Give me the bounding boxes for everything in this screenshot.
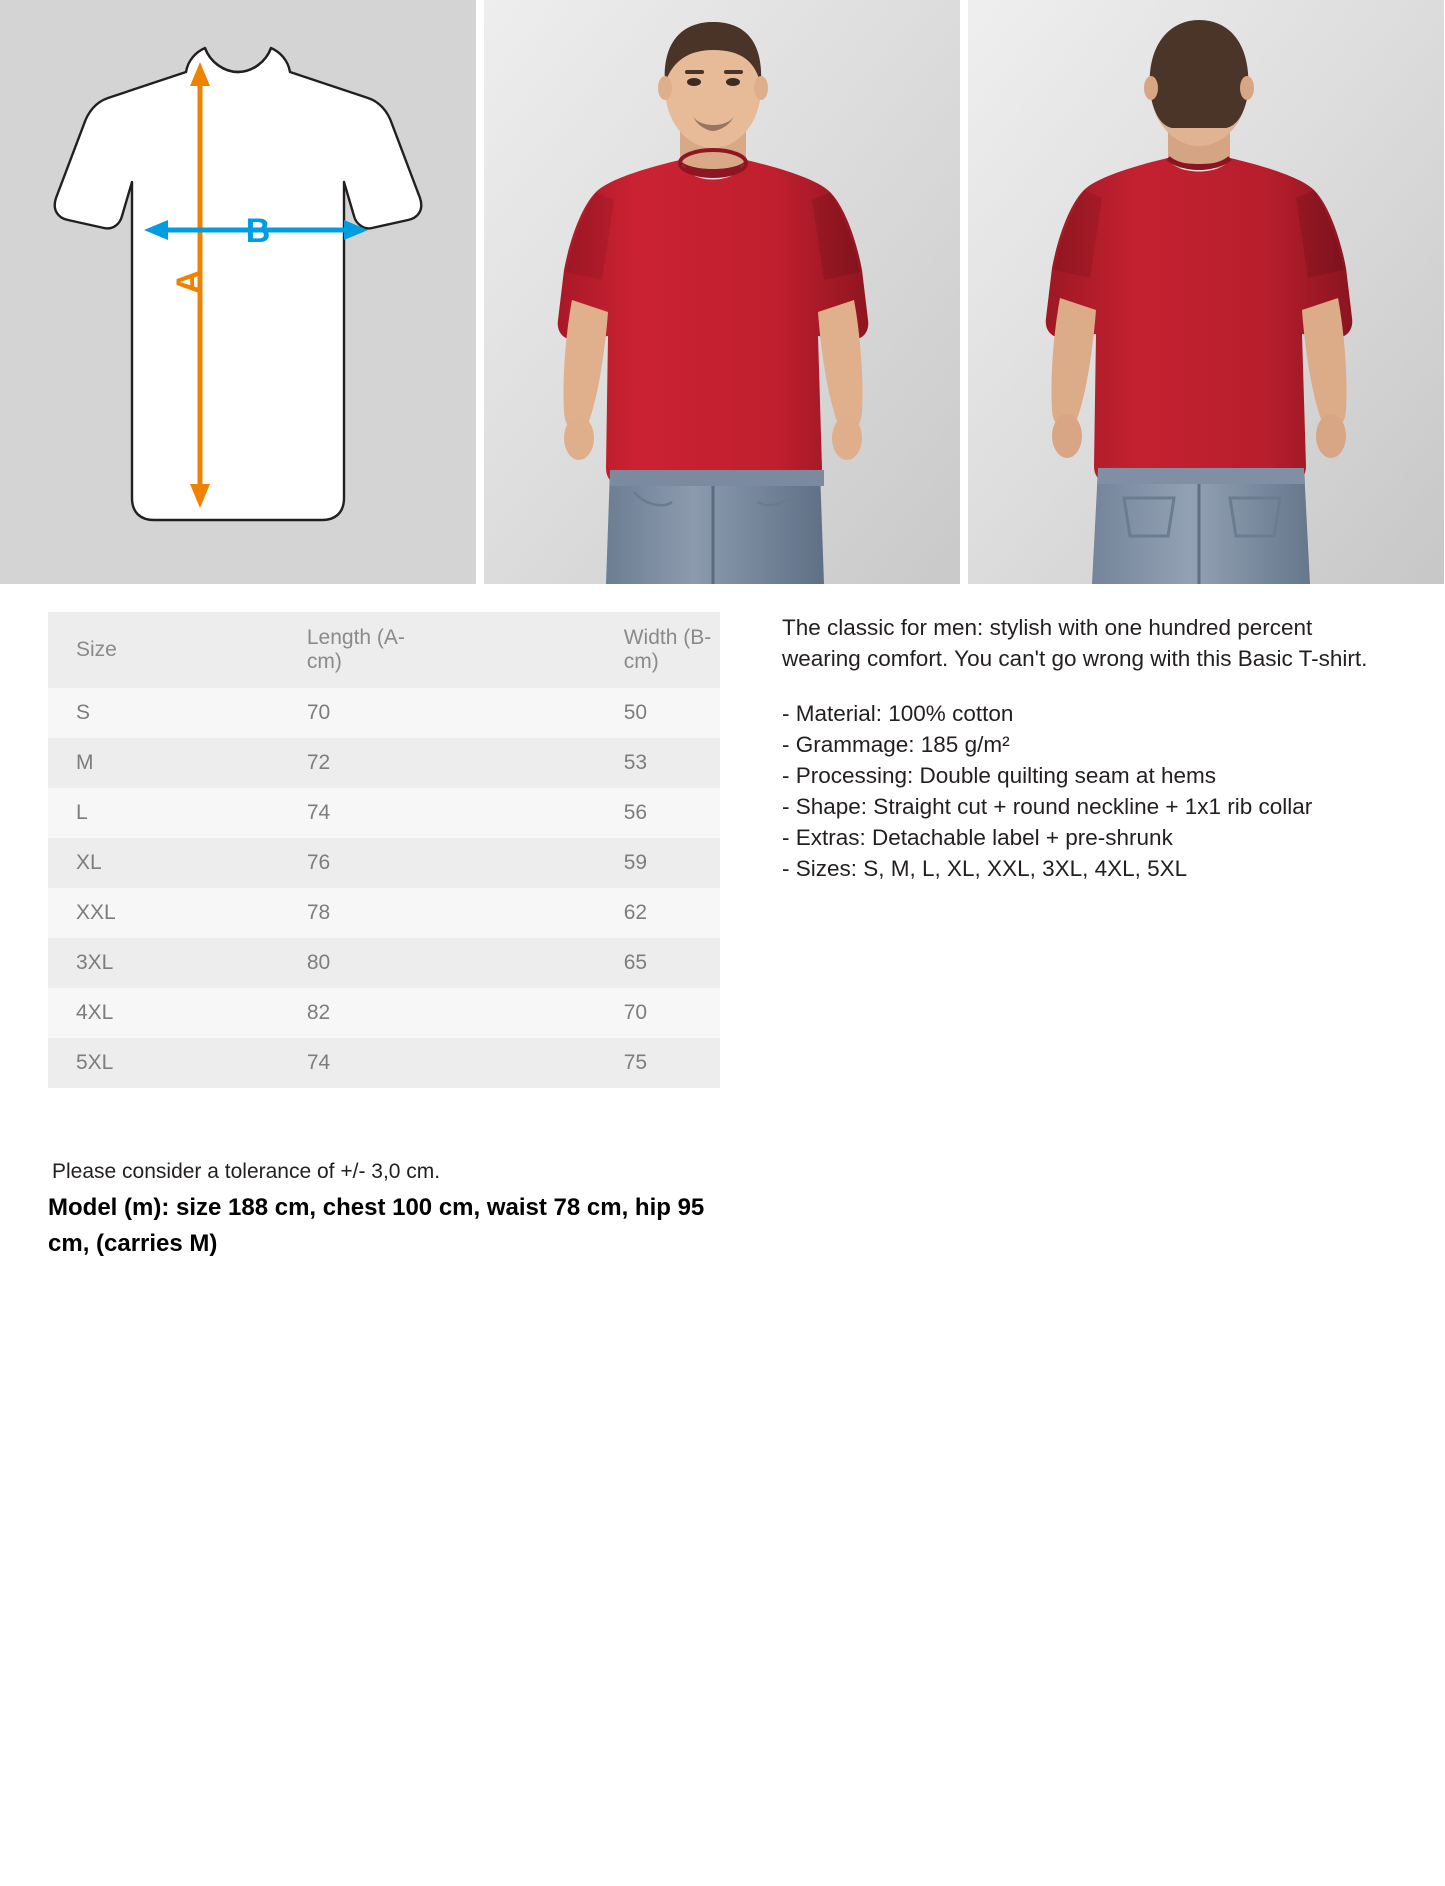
cell-width: 56 xyxy=(623,801,648,824)
spec-grammage: - Grammage: 185 g/m² xyxy=(782,732,1010,758)
table-row xyxy=(48,888,720,938)
dimension-label-a: A xyxy=(170,269,208,295)
table-row xyxy=(48,788,720,838)
cell-length: 82 xyxy=(306,1001,331,1024)
cell-length: 78 xyxy=(306,901,331,924)
tolerance-note: Please consider a tolerance of +/- 3,0 cm. xyxy=(52,1160,441,1183)
spec-processing: - Processing: Double quilting seam at hems xyxy=(782,763,1216,789)
product-description xyxy=(720,612,1397,884)
description-spacer xyxy=(782,674,1397,698)
footnotes xyxy=(0,1160,796,1262)
description-intro: The classic for men: stylish with one hundred percent wearing comfort. You can't go wrong with this Basic T-shirt. xyxy=(782,615,1368,672)
spec-material: - Material: 100% cotton xyxy=(782,701,1014,727)
spec-shape: - Shape: Straight cut + round neckline + 1x1 rib collar xyxy=(782,794,1313,820)
cell-length: 72 xyxy=(306,751,331,774)
cell-width: 62 xyxy=(623,901,648,924)
cell-length: 76 xyxy=(306,851,331,874)
cell-length: 74 xyxy=(306,801,331,824)
cell-size: XL xyxy=(76,851,102,874)
dimension-label-b: B xyxy=(245,212,271,250)
table-row xyxy=(48,688,720,738)
table-row xyxy=(48,738,720,788)
cell-size: M xyxy=(76,751,94,774)
cell-size: XXL xyxy=(76,901,116,924)
column-header-size: Size xyxy=(76,638,117,661)
cell-width: 70 xyxy=(623,1001,648,1024)
cell-size: L xyxy=(76,801,88,824)
cell-width: 53 xyxy=(623,751,648,774)
cell-width: 50 xyxy=(623,701,648,724)
cell-width: 75 xyxy=(623,1051,648,1074)
cell-size: 4XL xyxy=(76,1001,114,1024)
spec-sizes: - Sizes: S, M, L, XL, XXL, 3XL, 4XL, 5XL xyxy=(782,856,1188,882)
table-row xyxy=(48,1038,720,1088)
cell-width: 65 xyxy=(623,951,648,974)
cell-size: 3XL xyxy=(76,951,114,974)
product-image-row xyxy=(0,0,1445,584)
cell-length: 70 xyxy=(306,701,331,724)
size-table-wrapper xyxy=(48,612,720,1088)
cell-width: 59 xyxy=(623,851,648,874)
column-header-width: Width (B-cm) xyxy=(623,626,712,673)
measurement-diagram-panel xyxy=(0,0,476,584)
cell-size: 5XL xyxy=(76,1051,114,1074)
size-table xyxy=(48,612,720,1088)
product-photo-back xyxy=(968,0,1444,584)
table-row xyxy=(48,988,720,1038)
table-row xyxy=(48,938,720,988)
product-photo-front xyxy=(484,0,960,584)
cell-length: 74 xyxy=(306,1051,331,1074)
product-details xyxy=(0,612,1445,1088)
table-row xyxy=(48,838,720,888)
cell-length: 80 xyxy=(306,951,331,974)
spec-extras: - Extras: Detachable label + pre-shrunk xyxy=(782,825,1173,851)
model-note: Model (m): size 188 cm, chest 100 cm, waist 78 cm, hip 95 cm, (carries M) xyxy=(48,1194,705,1257)
column-header-length: Length (A-cm) xyxy=(306,626,405,673)
cell-size: S xyxy=(76,701,91,724)
table-header-row xyxy=(48,612,720,688)
